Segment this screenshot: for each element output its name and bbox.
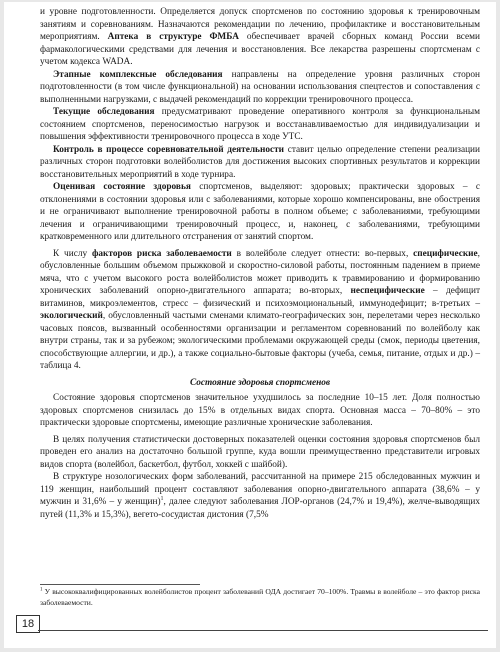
text-span: , обусловленные большим объемом прыжковой и скоростно-силовой работы, постоянным падением в приеме мяча, что с учетом высокого роста волейболистов может приводить к травмированию и формированию хронических заболеваний опорно-двигательного аппарата; во-вторых, bbox=[40, 248, 480, 296]
bold-term: Текущие обследования bbox=[53, 107, 155, 117]
bold-term: специфические bbox=[413, 248, 478, 259]
bold-term: факторов риска заболеваемости bbox=[91, 248, 232, 259]
footnote-text: У высококвалифицированных волейболистов процент заболеваний ОДА достигает 70–100%. Травмы в волейболе – это фактор риска заболеваемости. bbox=[40, 587, 480, 607]
text-span: В структуре нозологических форм заболеваний, рассчитанной на примере 215 обследованных мужчин и 119 женщин, наибольший процент составляют заболевания опорно-двигательного аппарата (38,6% – у мужчин и 31,6% – у женщин) bbox=[40, 472, 480, 507]
paragraph bbox=[40, 181, 480, 244]
main-text bbox=[40, 6, 480, 521]
footnote-divider bbox=[40, 584, 200, 585]
paragraph bbox=[40, 248, 480, 373]
text-span: , далее следуют заболевания ЛОР-органов (24,7% и 19,4%), желче-выводящих путей (11,3% и 15,3%), вегето-сосудистая дистония (7,5% bbox=[40, 497, 480, 520]
paragraph bbox=[40, 144, 480, 182]
text-span: и уровне подготовленности. Определяется допуск спортсменов по состоянию здоровья к тренировочным занятиям и соревнованиям. Назначаются рекомендации по лечению, профилактике и восстановительным мероприятиям. bbox=[40, 7, 480, 42]
text-span: К числу bbox=[53, 248, 92, 259]
paragraph bbox=[40, 6, 480, 69]
footnote-marker: 1 bbox=[40, 587, 43, 593]
text-span: в волейболе следует отнести: во-первых, bbox=[231, 248, 414, 259]
text-span: предусматривают проведение оперативного контроля за функциональным состоянием спортсменов, переносимостью нагрузок и восстанавливаемостью для индивидуализации и повышения эффективности тренировочного процесса в ходе УТС. bbox=[40, 107, 480, 142]
bold-term: экологический bbox=[40, 311, 103, 321]
paragraph bbox=[40, 471, 480, 521]
paragraph bbox=[40, 106, 480, 144]
book-page bbox=[4, 2, 496, 648]
bold-term: Контроль в процессе соревновательной деятельности bbox=[53, 144, 285, 155]
section-title: Состояние здоровья спортсменов bbox=[189, 377, 331, 388]
text-span: спортсменов, выделяют: здоровых; практически здоровых – с отклонениями в состоянии здоровья или с заболеваниями, которые хорошо компенсированы, вне обострения и не ограничивают выполнение тренировочной работы в полном объеме; с заболеваниями, требующими лечения и ограничивающими тренировочный процесс, и, наконец, с заболеваниями, требующими кратковременного или длительного отстранения от занятий спортом. bbox=[40, 182, 480, 242]
bold-term: Оценивая состояние здоровья bbox=[53, 182, 191, 192]
footnote bbox=[40, 587, 480, 608]
bold-term: Аптека в структуре ФМБА bbox=[107, 32, 239, 42]
text-span: ставит целью определение степени реализации различных сторон подготовки волейболистов для достижения высоких спортивных результатов и коррекции восстановительных мероприятий в ходе турнира. bbox=[40, 144, 480, 180]
bold-term: неспецифические bbox=[350, 286, 425, 296]
paragraph: Состояние здоровья спортсменов значительное ухудшилось за последние 10–15 лет. Доля полностью здоровых спортсменов снизилась до 15% в отдельных видах спорта. Основная масса – 70–80% – это практически здоровые спортсмены, имеющие различные хронические заболевания. bbox=[40, 393, 480, 428]
bottom-divider bbox=[38, 630, 488, 631]
text-span: – дефицит витаминов, микроэлементов, стресс – физический и психоэмоциональный, иммунодефицит; в-третьих – bbox=[40, 286, 481, 309]
text-span: направлены на определение уровня различных сторон подготовленности (в том числе функциональной) на основании использования спецтестов и сопоставления с выполненными нагрузками, с выдачей рекомендаций по коррекции тренировочного процесса. bbox=[40, 69, 480, 105]
text-span: обеспечивает врачей сборных команд России всеми фармакологическими средствами для лечения и восстановления. Все лекарства разрешены спортсменам с учетом кодекса WADA. bbox=[40, 32, 481, 67]
paragraph bbox=[40, 69, 480, 107]
page-number: 18 bbox=[16, 615, 40, 633]
text-span: , обусловленный частыми сменами климато-географических зон, перелетами через несколько часовых поясов, вызванный особенностями организации и регламентом соревнований по волейболу как внутри страны, так и за рубежом; экологическими проблемами окружающей среды (смок, периоды цветения, способствующие аллергии, и др.), а также социально-бытовые факторы (учеба, семья, питание, отдых и др.) – таблица 4. bbox=[40, 311, 480, 371]
bold-term: Этапные комплексные обследования bbox=[53, 69, 223, 80]
footnote-marker: 1 bbox=[160, 495, 164, 502]
paragraph: В целях получения статистически достоверных показателей оценки состояния здоровья спортсменов был проведен его анализ на достаточно большой группе, куда вошли преимущественно представители игровых видов спорта (волейбол, баскетбол, футбол, хоккей с шайбой). bbox=[40, 434, 480, 470]
